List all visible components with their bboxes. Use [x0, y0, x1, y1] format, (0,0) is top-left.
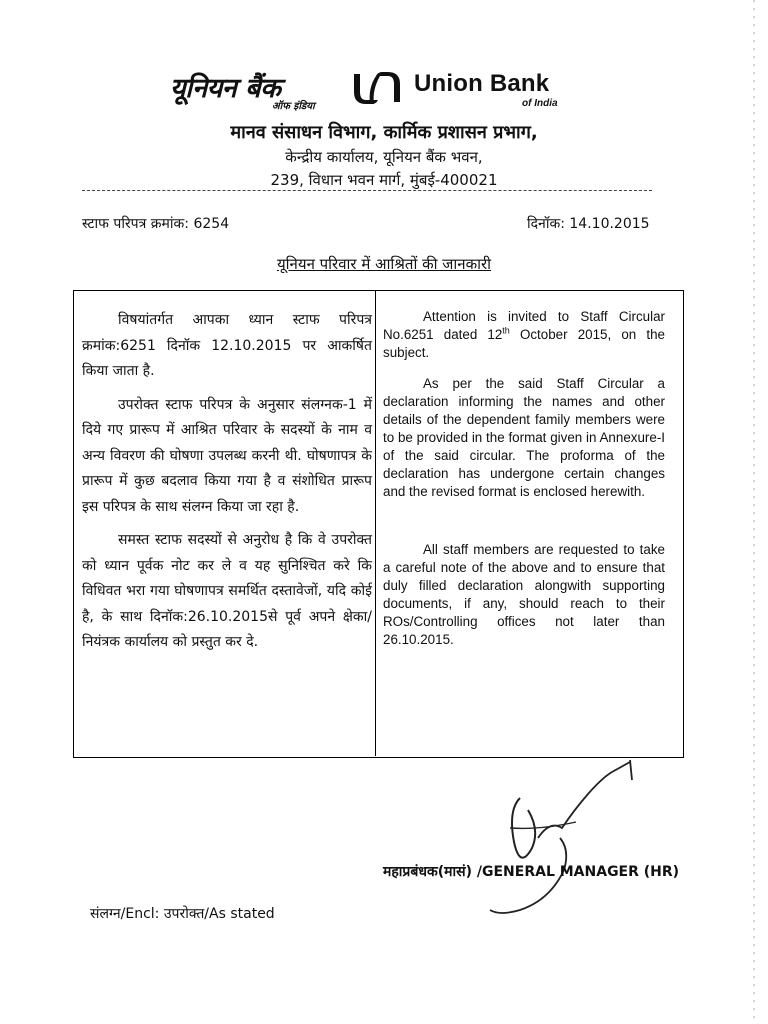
hindi-paragraph-1: विषयांतर्गत आपका ध्यान स्टाफ परिपत्र क्रमांक:6251 दिनॉक 12.10.2015 पर आकर्षित किया जाता है.	[82, 312, 372, 379]
bank-subtitle-english: of India	[522, 98, 558, 109]
english-paragraph-3: All staff members are requested to take a careful note of the above and to ensure that duly filled declaration alongwith supporting documents, if any, should reach to their ROs/Controlling offices not later than 26.10.2015.	[383, 542, 665, 647]
english-paragraph-2: As per the said Staff Circular a declaration informing the names and other details of the dependent family members were to be provided in the format given in Annexure-I of the said circular. The proforma of the declaration has undergone certain changes and the revised format is enclosed herewith.	[383, 376, 665, 499]
hindi-paragraph-3: समस्त स्टाफ सदस्यों से अनुरोध है कि वे उपरोक्त को ध्यान पूर्वक नोट कर ले व यह सुनिश्चित करे कि विधिवत भरा गया घोषणापत्र समर्थित दस्तावेजों, यदि कोई है, के साथ दिनॉक:26.10.2015से पूर्व अपने क्षेका/नियंत्रक कार्यालय को प्रस्तुत कर दे.	[82, 532, 372, 650]
enclosure-note: संलग्न/Encl: उपरोक्त/As stated	[90, 906, 275, 922]
bank-name-hindi: यूनियन बैंक	[170, 73, 281, 104]
bank-name-english: Union Bank	[414, 70, 550, 97]
bank-subtitle-hindi: ऑफ इंडिया	[272, 101, 315, 112]
hindi-column	[82, 308, 372, 664]
column-divider	[375, 290, 376, 756]
english-column	[383, 308, 665, 662]
address-line-1: केन्द्रीय कार्यालय, यूनियन बैंक भवन,	[285, 148, 483, 166]
circular-number	[82, 214, 229, 233]
circular-number-label: स्टाफ परिपत्र क्रमांक:	[82, 216, 190, 232]
circular-subject: यूनियन परिवार में आश्रितों की जानकारी	[276, 255, 492, 273]
scan-edge-mark	[748, 0, 760, 1024]
union-bank-logo-icon	[346, 68, 408, 108]
dashed-divider	[82, 190, 652, 191]
signatory-designation: महाप्रबंधक(मासं) /GENERAL MANAGER (HR)	[383, 864, 680, 880]
circular-date	[527, 214, 650, 233]
handwritten-signature	[480, 750, 650, 920]
circular-number-value: 6254	[193, 216, 230, 232]
hindi-paragraph-2: उपरोक्त स्टाफ परिपत्र के अनुसार संलग्नक-1 में दिये गए प्रारूप में आश्रित परिवार के सदस्यों के नाम व अन्य विवरण की घोषणा उपलब्ध करनी थी. घोषणापत्र के प्रारूप में कुछ बदलाव किया गया है व संशोधित प्रारूप इस परिपत्र के साथ संलग्न किया जा रहा है.	[82, 396, 372, 515]
address-line-2: 239, विधान भवन मार्ग, मुंबई-400021	[270, 171, 498, 189]
department-heading: मानव संसाधन विभाग, कार्मिक प्रशासन प्रभाग,	[230, 122, 538, 143]
english-paragraph-1: Attention is invited to Staff Circular No.6251 dated 12th October 2015, on the subject.	[383, 309, 665, 360]
circular-date-value: 14.10.2015	[569, 216, 650, 232]
circular-date-label: दिनॉक:	[527, 216, 565, 232]
